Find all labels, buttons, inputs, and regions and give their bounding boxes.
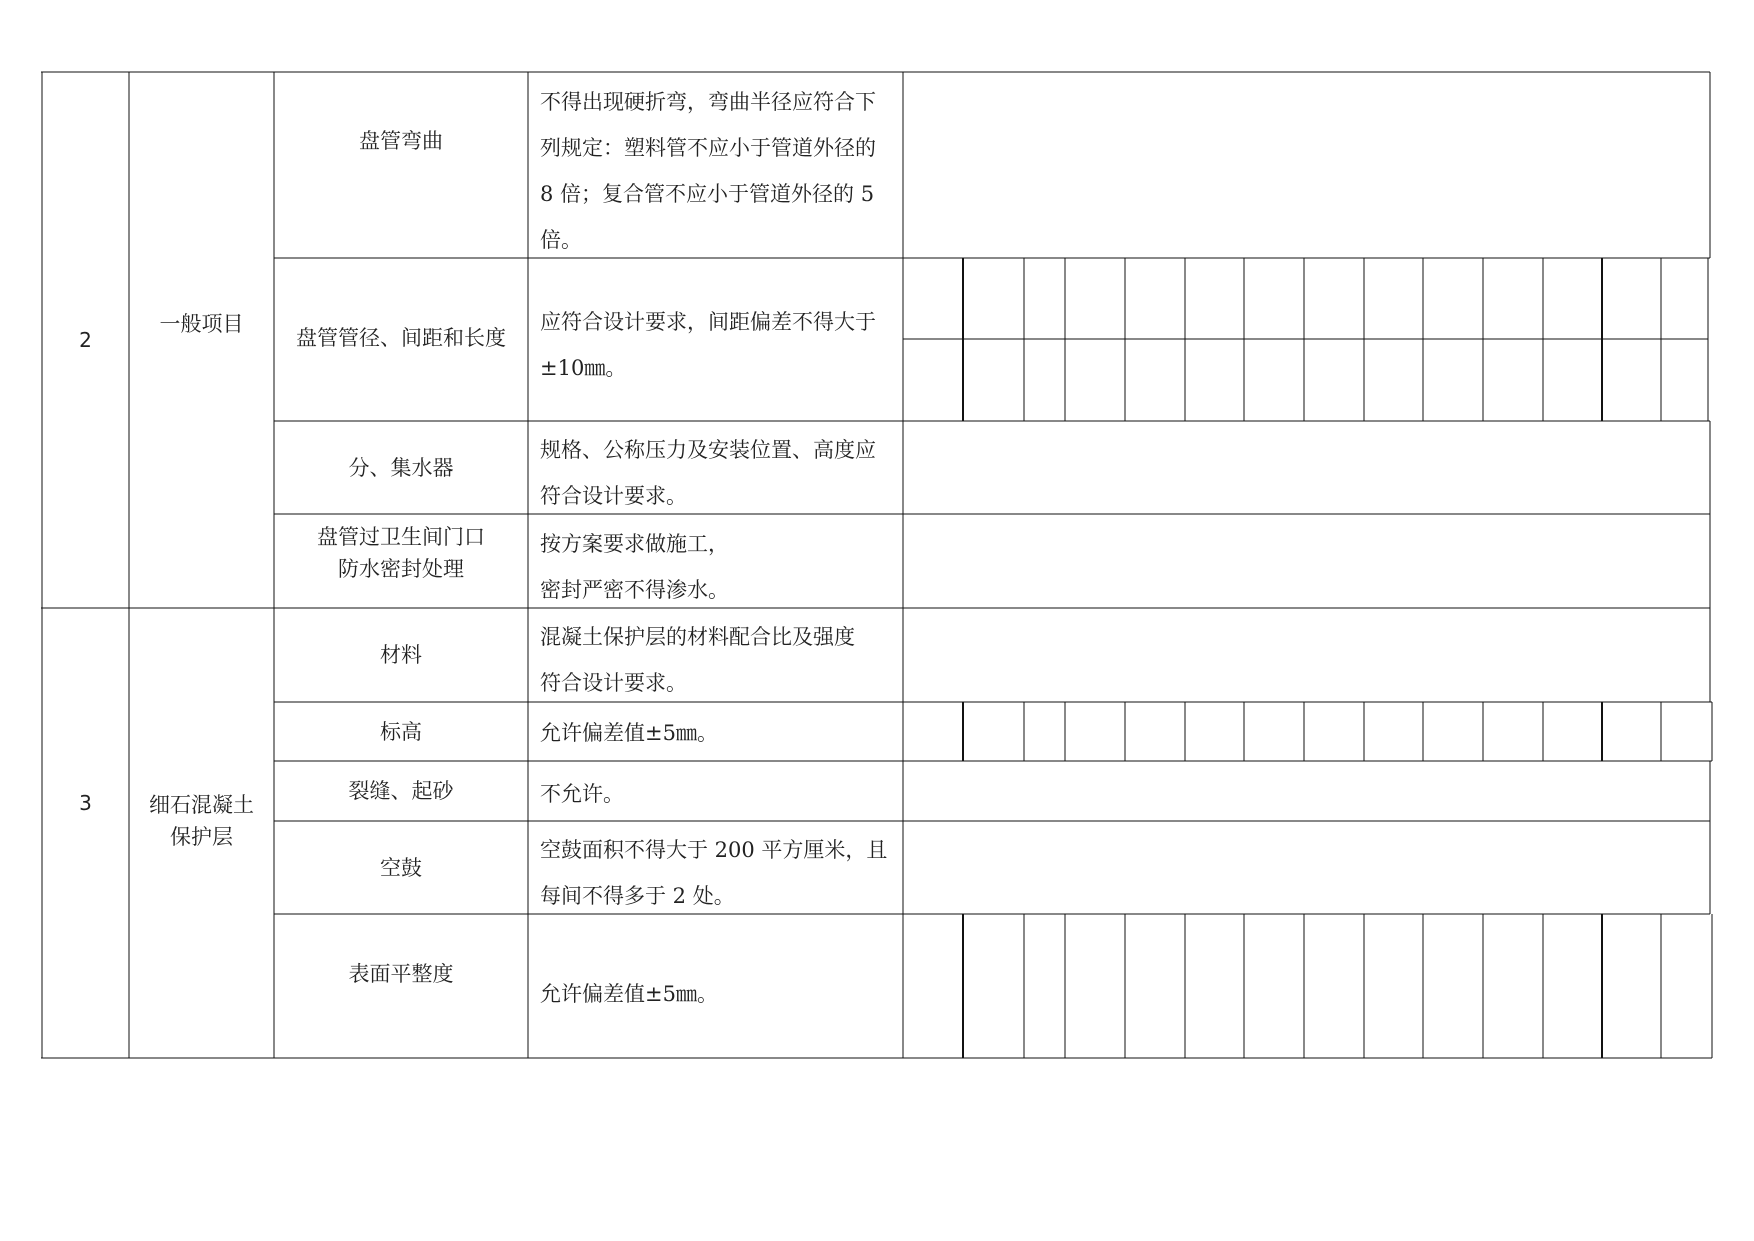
item-coil-bending: 盘管弯曲 bbox=[359, 129, 443, 153]
item-material: 材料 bbox=[380, 643, 422, 667]
req-hollowing: 空鼓面积不得大于 200 平方厘米，且 每间不得多于 2 处。 bbox=[540, 838, 888, 908]
item-bathroom-seal: 盘管过卫生间门口 防水密封处理 bbox=[317, 525, 485, 581]
item-cracks: 裂缝、起砂 bbox=[348, 779, 454, 803]
req-cracks: 不允许。 bbox=[540, 782, 624, 806]
req-coil-bending: 不得出现硬折弯，弯曲半径应符合下 列规定：塑料管不应小于管道外径的 8 倍；复合管不应小于管道外径的 5 倍。 bbox=[540, 90, 876, 252]
row-no-3: 3 bbox=[79, 791, 92, 815]
req-material: 混凝土保护层的材料配合比及强度 符合设计要求。 bbox=[540, 625, 855, 695]
item-hollowing: 空鼓 bbox=[380, 855, 422, 880]
req-manifold: 规格、公称压力及安装位置、高度应 符合设计要求。 bbox=[540, 438, 876, 508]
item-flatness: 表面平整度 bbox=[348, 962, 454, 986]
req-coil-spacing: 应符合设计要求，间距偏差不得大于 ±10㎜。 bbox=[540, 310, 876, 380]
req-bathroom-seal: 按方案要求做施工， 密封严密不得渗水。 bbox=[540, 532, 729, 602]
req-elevation: 允许偏差值±5㎜。 bbox=[540, 721, 718, 745]
req-flatness: 允许偏差值±5㎜。 bbox=[540, 982, 718, 1006]
category-general: 一般项目 bbox=[159, 312, 244, 336]
item-coil-spacing: 盘管管径、间距和长度 bbox=[296, 325, 506, 350]
item-elevation: 标高 bbox=[380, 719, 422, 744]
measure-cells bbox=[963, 258, 1712, 1058]
item-manifold: 分、集水器 bbox=[348, 455, 454, 480]
category-concrete-layer: 细石混凝土 保护层 bbox=[149, 793, 254, 849]
row-no-2: 2 bbox=[79, 328, 92, 352]
